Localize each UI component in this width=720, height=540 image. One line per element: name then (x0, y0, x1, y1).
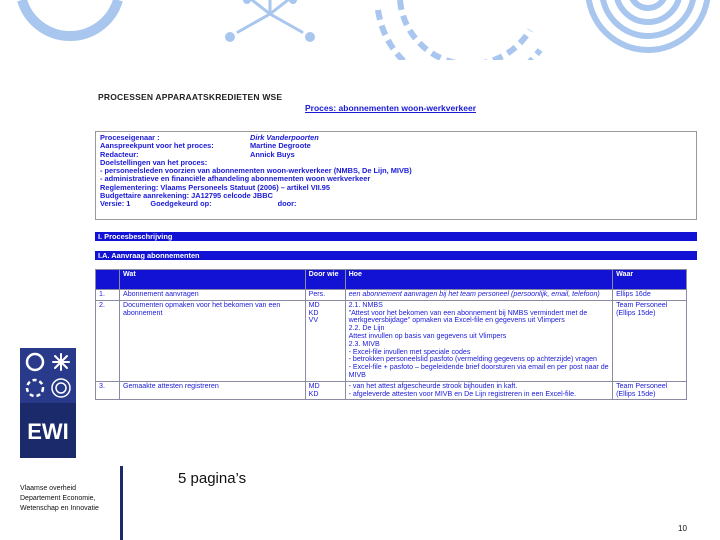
cell-waar: Team Personeel (Ellips 15de) (613, 381, 687, 400)
cell-nr: 3. (96, 381, 120, 400)
meta-goal: - administratieve en financiële afhandeling abonnementen woon werkverkeer (100, 174, 371, 184)
cell-hoe: een abonnement aanvragen bij het team personeel (persoonlijk, email, telefoon) (345, 290, 613, 301)
document-title: PROCESSEN APPARAATSKREDIETEN WSE (98, 92, 283, 102)
table-row (96, 381, 687, 400)
concentric-rings-icon (588, 0, 708, 50)
dashed-ring-icon (378, 0, 540, 60)
meta-version-row (100, 200, 692, 208)
meta-regulation: Reglementering: Vlaams Personeels Statuut (2006) – artikel VII.95 (100, 182, 331, 192)
meta-version: Versie: 1 (100, 199, 131, 209)
cell-hoe: - van het attest afgescheurde strook bijhouden in kaft. - afgeleverde attesten voor MIVB en De Lijn registreren in een Excel-file. (345, 381, 613, 400)
meta-goal: - personeelsleden voorzien van abonnementen woon-werkverkeer (NMBS, De Lijn, MIVB) (100, 166, 412, 176)
cell-wat: Abonnement aanvragen (119, 290, 305, 301)
process-link[interactable]: Proces: abonnementen woon-werkverkeer (305, 103, 477, 113)
pages-caption: 5 pagina’s (178, 470, 247, 487)
column-header-hoe: Hoe (345, 270, 613, 290)
ewi-logo (20, 348, 76, 458)
cell-waar: Team Personeel (Ellips 15de) (613, 300, 687, 381)
column-header-wat: Wat (119, 270, 305, 290)
org-line: Vlaamse overheid (20, 485, 77, 492)
meta-goals-label: Doelstellingen van het proces: (100, 157, 208, 167)
meta-value: Martine Degroote (250, 141, 311, 151)
header-decoration (0, 0, 720, 60)
meta-approved: Goedgekeurd op: (150, 199, 212, 209)
meta-contact (100, 142, 692, 150)
sunburst-icon (225, 0, 315, 42)
table-row (96, 290, 687, 301)
organization-name (20, 484, 99, 514)
meta-label: Redacteur: (100, 149, 139, 159)
cell-wat: Documenten opmaken voor het bekomen van een abonnement (119, 300, 305, 381)
org-line: Departement Economie, (20, 495, 96, 502)
meta-label: Proceseigenaar : (100, 133, 160, 142)
meta-value: Dirk Vanderpoorten (250, 133, 319, 142)
cell-waar: Ellips 16de (613, 290, 687, 301)
cell-nr: 2. (96, 300, 120, 381)
meta-label: Aanspreekpunt voor het proces: (100, 141, 214, 151)
column-header-waar: Waar (613, 270, 687, 290)
subsection-heading: I.A. Aanvraag abonnementen (95, 251, 697, 260)
footer-divider (120, 466, 123, 540)
process-meta-box (95, 131, 697, 220)
table-row (96, 300, 687, 381)
process-document (95, 88, 700, 458)
process-table (95, 269, 687, 400)
cell-hoe: 2.1. NMBS "Attest voor het bekomen van een abonnement bij NMBS vermindert met de werkgeversbijdage" opmaken via Excel-file en gegevens uit Vlimpers 2.2. De Lijn Attest invullen op basis van gegevens uit Vlimpers 2.3. MIVB - Excel-file invullen met speciale codes - betrokken personeelslid pasfoto (vermelding gegevens op achterzijde) vragen - Excel-file + pasfoto – begeleidende brief doorsturen via email en per post naar de MIVB (345, 300, 613, 381)
logo-text: EWI (27, 419, 69, 444)
ring-icon (22, 0, 118, 36)
column-header-nr (96, 270, 120, 290)
cell-door: MD KD VV (305, 300, 345, 381)
org-line: Wetenschap en Innovatie (20, 505, 99, 512)
cell-nr: 1. (96, 290, 120, 301)
cell-door: Pers. (305, 290, 345, 301)
meta-value: Annick Buys (250, 149, 295, 159)
section-heading: I. Procesbeschrijving (95, 232, 697, 241)
cell-door: MD KD (305, 381, 345, 400)
meta-budget: Budgettaire aanrekening: JA12795 celcode JBBC (100, 191, 273, 201)
column-header-door: Door wie (305, 270, 345, 290)
table-header-row (96, 270, 687, 290)
cell-wat: Gemaakte attesten registreren (119, 381, 305, 400)
meta-approved-by: door: (277, 199, 297, 209)
slide-number: 10 (678, 524, 687, 533)
